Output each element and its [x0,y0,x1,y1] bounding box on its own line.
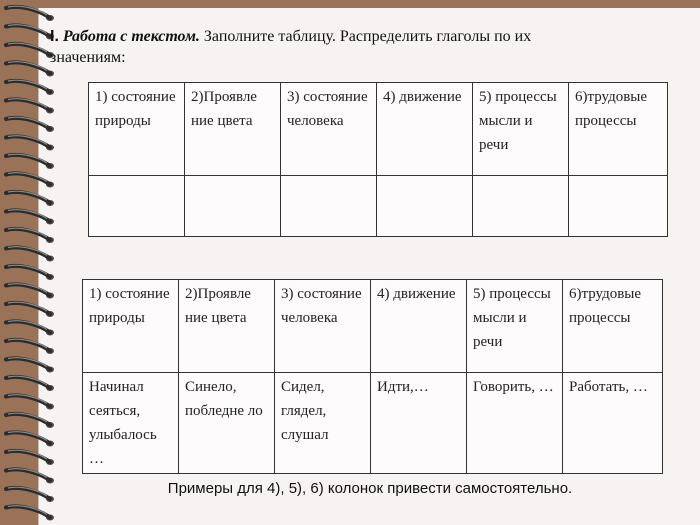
empty-cell [569,176,668,237]
column-header: 3) состояние человека [275,280,371,373]
column-header: 2)Проявле ние цвета [179,280,275,373]
spiral-ring-icon [6,321,54,336]
spiral-ring-icon [6,284,54,299]
column-header: 1) состояние природы [83,280,179,373]
table-header-row [89,83,668,176]
example-cell: Говорить, … [467,373,563,474]
empty-table [88,82,668,237]
spiral-ring-icon [6,339,54,354]
empty-cell [185,176,281,237]
spiral-ring-icon [6,173,54,188]
footer-note: Примеры для 4), 5), 6) колонок привести самостоятельно. [167,480,573,497]
spiral-ring-icon [6,506,54,521]
example-cell: Работать, … [563,373,663,474]
example-cell: Сидел, глядел, слушал [275,373,371,474]
empty-cell [89,176,185,237]
task-number: I. [50,28,59,45]
spiral-ring-icon [6,99,54,114]
task-title: Работа с текстом. [62,28,200,45]
column-header: 3) состояние человека [281,83,377,176]
spiral-ring-icon [6,228,54,243]
spiral-binding-icon [0,0,60,525]
column-header: 5) процессы мысли и речи [473,83,569,176]
table-row [83,373,663,474]
column-header: 5) процессы мысли и речи [467,280,563,373]
spiral-ring-icon [6,358,54,373]
empty-cell [281,176,377,237]
spiral-ring-icon [6,450,54,465]
spiral-ring-icon [6,154,54,169]
example-cell: Идти,… [371,373,467,474]
example-cell: Начинал сеяться, улыбалось … [83,373,179,474]
empty-cell [377,176,473,237]
spiral-ring-icon [6,395,54,410]
spiral-ring-icon [6,413,54,428]
task-instruction-continued: значениям: [50,49,126,66]
table-header-row [83,280,663,373]
column-header: 6)трудовые процессы [563,280,663,373]
spiral-ring-icon [6,80,54,95]
table-row [89,176,668,237]
example-cell: Синело, побледне ло [179,373,275,474]
spiral-ring-icon [6,6,54,21]
spiral-ring-icon [6,302,54,317]
filled-table [82,279,663,474]
spiral-ring-icon [6,210,54,225]
task-heading [50,26,650,68]
spiral-ring-icon [6,247,54,262]
spiral-ring-icon [6,62,54,77]
spiral-ring-icon [6,117,54,132]
spiral-ring-icon [6,191,54,206]
task-instruction: Заполните таблицу. Распределить глаголы по их [203,28,532,45]
column-header: 4) движение [377,83,473,176]
spiral-ring-icon [6,376,54,391]
column-header: 4) движение [371,280,467,373]
spiral-ring-icon [6,43,54,58]
spiral-ring-icon [6,136,54,151]
spiral-ring-icon [6,265,54,280]
empty-cell [473,176,569,237]
spiral-ring-icon [6,432,54,447]
spiral-ring-icon [6,25,54,40]
column-header: 2)Проявле ние цвета [185,83,281,176]
column-header: 1) состояние природы [89,83,185,176]
column-header: 6)трудовые процессы [569,83,668,176]
